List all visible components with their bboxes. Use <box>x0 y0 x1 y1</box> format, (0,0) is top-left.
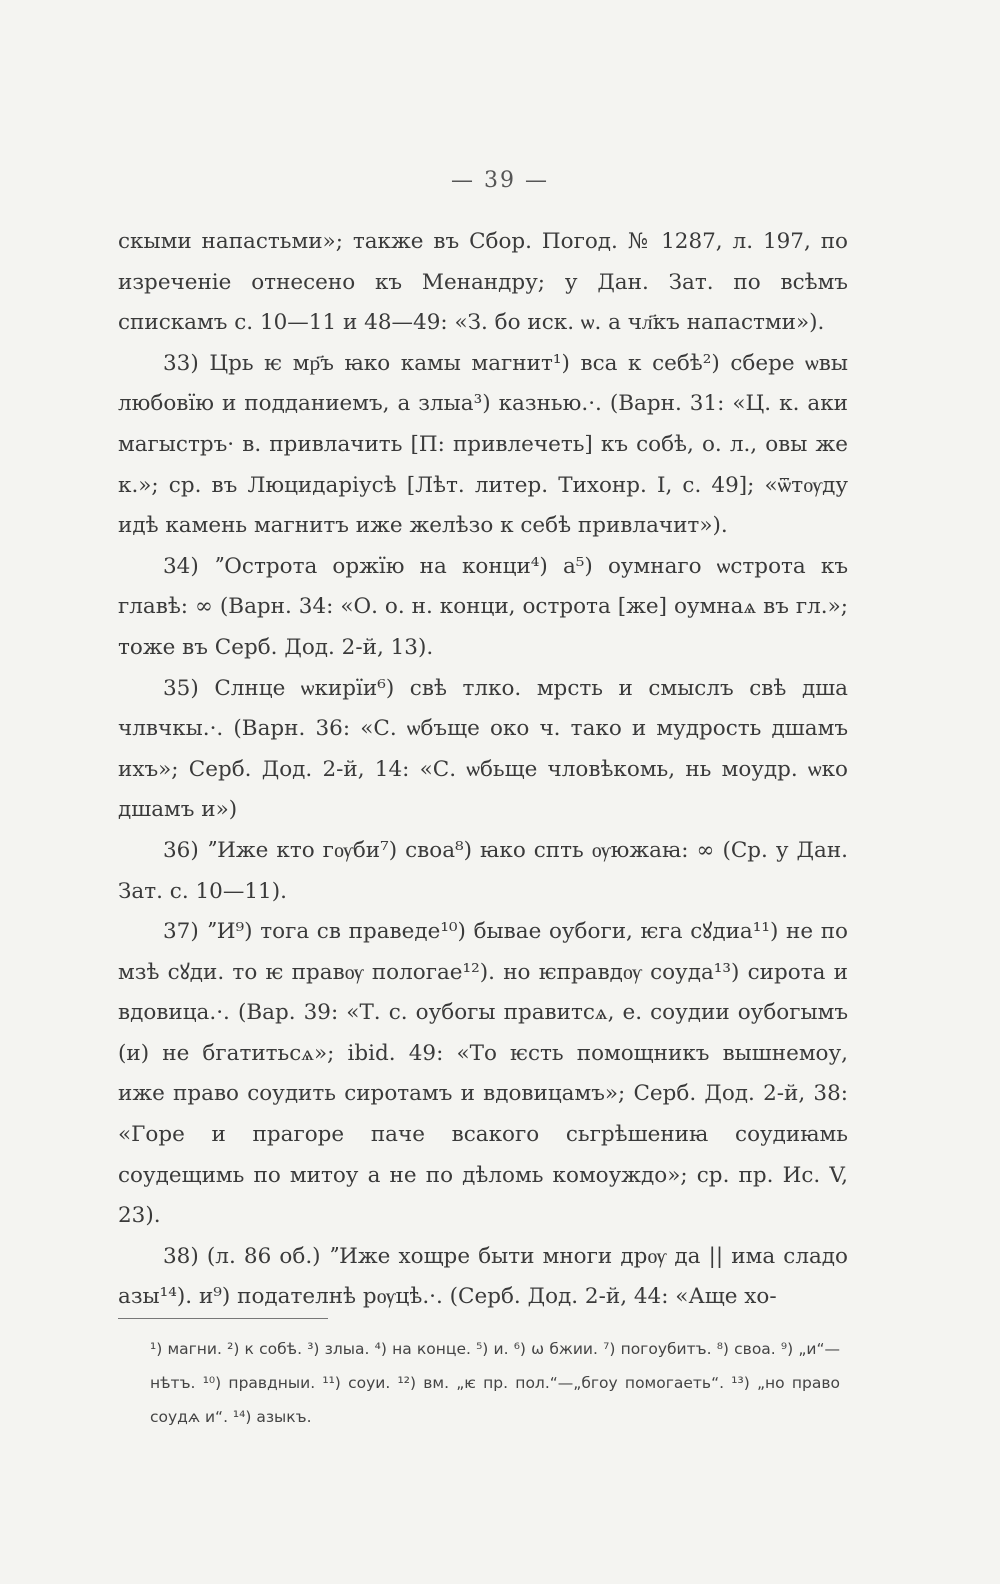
footnotes <box>150 1332 840 1434</box>
paragraph-continuation: скыми напастьми»; также въ Сбор. Погод. № 1287, л. 197, по изреченіе отнесено къ Менандру; у Дан. Зат. по всѣмъ спискамъ с. 10—11 и 48—49: «З. бо иск. ѡ. а чл҃къ напастми»). <box>118 229 848 336</box>
paragraph-37: 37) ˮИ⁹) тога св праведе¹⁰) бывае оубоги, ѥга сꙋдиа¹¹) не по мзѣ сꙋди. то ѥ правѹ пологае¹²). но ѥправдѹ соуда¹³) сирота и вдовица.·. (Вар. 39: «Т. с. оубогы правитсѧ, е. соудии оубогымъ (и) не бгатитьсѧ»; ibid. 49: «То ѥсть помощникъ вышнемоу, иже право соудить сиротамъ и вдовицамъ»; Серб. Дод. 2-й, 38: «Горе и прагоре паче всакого сьгрѣшениꙗ соудиꙗмь соудещимь по митоу а не по дѣломь комоуждо»; ср. пр. Ис. V, 23). <box>118 919 848 1229</box>
paragraph-34: 34) ˮОстрота оржїю на конци⁴) а⁵) оумнаго ѡстрота къ главѣ: ∞ (Варн. 34: «О. о. н. конци, острота [же] оумнаѧ въ гл.»; тоже въ Серб. Дод. 2-й, 13). <box>118 553 848 660</box>
paragraph-36: 36) ˮИже кто гѹби⁷) своа⁸) ꙗко спть ѹюжаꙗ: ∞ (Ср. у Дан. Зат. с. 10—11). <box>118 837 848 904</box>
paragraph-33: 33) Црь ѥ мр҃ъ ꙗко камы магнит¹) вса к себѣ²) сбере ѡвы любовїю и подданиемъ, а злыа³) казнью.·. (Варн. 31: «Ц. к. аки магыстръ· в. привлачить [П: привлечеть] къ собѣ, о. л., овы же к.»; ср. въ Люцидаріусѣ [Лѣт. литер. Тихонр. I, с. 49]; «ѿтѹду идѣ камень магнитъ иже желѣзо к себѣ привлачит»). <box>118 350 848 539</box>
body-text <box>118 222 848 1318</box>
footnote-text: ¹) магни. ²) к собѣ. ³) злыа. ⁴) на конце. ⁵) и. ⁶) ѡ бжии. ⁷) погоубитъ. ⁸) своа. ⁹) „и“—нѣтъ. ¹⁰) правдныи. ¹¹) соуи. ¹²) вм. „ѥ пр. пол.“—„бгоу помогаеть“. ¹³) „но право соудѧ и“. ¹⁴) азыкъ. <box>150 1340 840 1426</box>
page-number: — 39 — <box>451 168 549 193</box>
paragraph-35: 35) Слнце ѡкирїи⁶) свѣ тлко. мрсть и смыслъ свѣ дша члвчкы.·. (Варн. 36: «С. ѡбъще око ч. тако и мудрость дшамъ ихъ»; Серб. Дод. 2-й, 14: «С. ѡбьще чловѣкомь, нь моудр. ѡко дшамъ и») <box>118 675 848 823</box>
footnote-divider <box>118 1318 328 1319</box>
paragraph-38: 38) (л. 86 об.) ˮИже хощре быти многи дрѹ да || има сладо азы¹⁴). и⁹) подателнѣ рѹцѣ.·. (Серб. Дод. 2-й, 44: «Аще хо- <box>118 1243 848 1310</box>
